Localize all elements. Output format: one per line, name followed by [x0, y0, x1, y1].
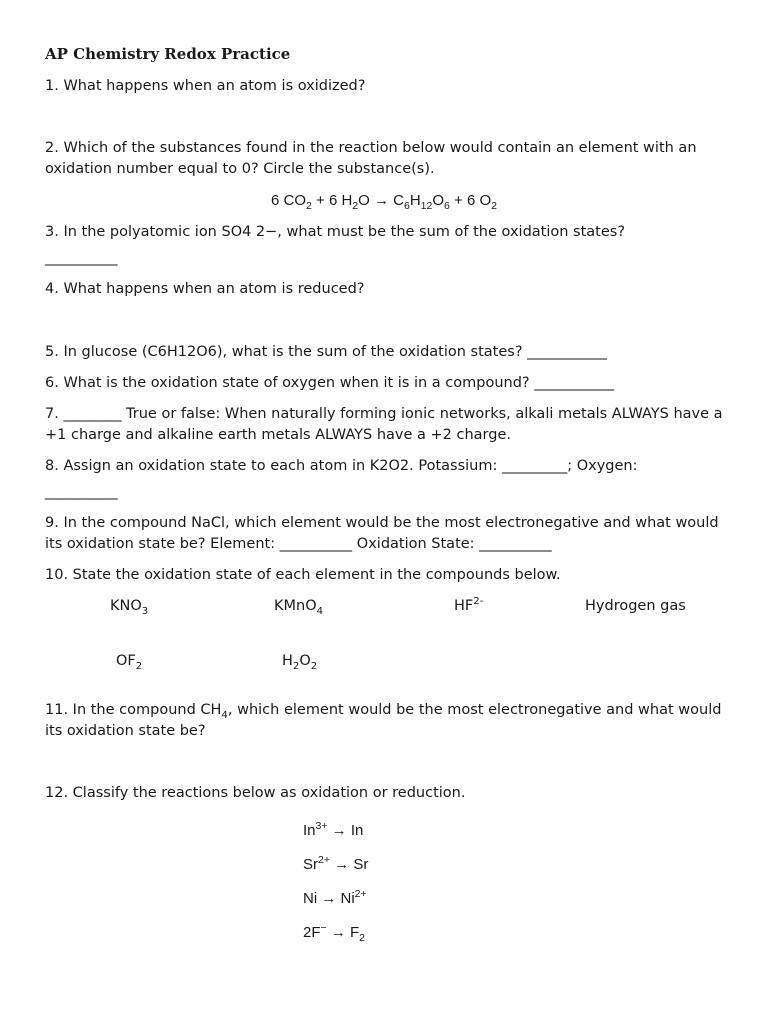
h2o2-o-sub: 2 [310, 660, 318, 672]
compounds-row-1 [45, 596, 735, 617]
question-11-post: , which element would be the most electronegative and what would its oxidation state be? [45, 702, 722, 739]
h2o2-o: O [299, 653, 311, 669]
question-11-sub: 4 [221, 709, 228, 721]
compounds-row-2 [45, 651, 735, 672]
r3-a: Ni → Ni [303, 890, 355, 907]
photosynthesis-equation [45, 190, 723, 211]
r1-b: → In [327, 822, 364, 839]
page-title: AP Chemistry Redox Practice [45, 45, 291, 63]
r3-sup: 2+ [354, 888, 367, 900]
question-8-answer-blank: __________ [45, 484, 118, 500]
question-2: 2. Which of the substances found in the reaction below would contain an element with an oxidation number equal to 0? Circle the substance(s). [45, 140, 697, 177]
kno3-sub: 3 [141, 605, 149, 617]
compound-hf [454, 596, 483, 617]
eq-co2-sub: 2 [306, 200, 312, 212]
eq-o2: + 6 O [449, 192, 492, 209]
r4-sub: 2 [359, 932, 365, 944]
question-6: 6. What is the oxidation state of oxygen when it is in a compound? ___________ [45, 375, 614, 391]
eq-glc-c-sub: 6 [403, 200, 410, 212]
eq-h2o: + 6 H [311, 192, 353, 209]
question-11-pre: 11. In the compound CH [45, 702, 222, 718]
r2-b: → Sr [329, 856, 369, 873]
of2-sub: 2 [135, 660, 143, 672]
eq-o2-sub: 2 [491, 200, 497, 212]
question-10: 10. State the oxidation state of each element in the compounds below. [45, 567, 561, 583]
r4-sup: − [320, 922, 327, 934]
question-7: 7. ________ True or false: When naturally forming ionic networks, alkali metals ALWAYS have a +1 charge and alkaline earth metals ALWAYS have a +2 charge. [45, 406, 723, 443]
h2o2-h-sub: 2 [292, 660, 300, 672]
question-3: 3. In the polyatomic ion SO4 2−, what must be the sum of the oxidation states? [45, 224, 626, 240]
question-5: 5. In glucose (C6H12O6), what is the sum of the oxidation states? ___________ [45, 344, 607, 360]
hf-base: HF [454, 598, 474, 614]
kmno4-base: KMnO [274, 598, 317, 614]
eq-co2: 6 CO [271, 192, 307, 209]
question-8: 8. Assign an oxidation state to each atom in K2O2. Potassium: _________; Oxygen: [45, 458, 638, 474]
hf-sup: 2- [473, 596, 484, 608]
compound-of2 [116, 651, 142, 672]
eq-glc-o: O [432, 192, 445, 209]
worksheet [45, 44, 735, 804]
eq-h2o-sub: 2 [352, 200, 359, 212]
reaction-1 [303, 821, 368, 855]
reaction-list [303, 821, 368, 957]
eq-glc-h-sub: 12 [420, 200, 433, 212]
r1-a: In [303, 822, 316, 839]
reaction-4 [303, 923, 368, 957]
compound-h2o2 [282, 651, 317, 672]
r4-b: → F [326, 924, 360, 941]
reaction-3 [303, 889, 368, 923]
compound-kmno4 [274, 596, 323, 617]
compound-kno3 [110, 596, 148, 617]
question-12: 12. Classify the reactions below as oxidation or reduction. [45, 785, 466, 801]
question-1: 1. What happens when an atom is oxidized? [45, 78, 366, 94]
r2-a: Sr [303, 856, 318, 873]
eq-arrow-glucose: O → C [358, 192, 404, 209]
question-4: 4. What happens when an atom is reduced? [45, 281, 365, 297]
r4-a: 2F [303, 924, 321, 941]
eq-glc-h: H [409, 192, 421, 209]
r2-sup: 2+ [318, 854, 330, 866]
kmno4-sub: 4 [316, 605, 324, 617]
eq-glc-o-sub: 6 [444, 200, 450, 212]
h2o2-h: H [282, 653, 293, 669]
compound-hydrogen-gas: Hydrogen gas [585, 598, 686, 614]
question-11 [45, 700, 735, 742]
reaction-2 [303, 855, 368, 889]
question-9: 9. In the compound NaCl, which element would be the most electronegative and what would its oxidation state be? Element: __________ Oxidation State: __________ [45, 515, 719, 552]
of2-base: OF [116, 653, 136, 669]
question-3-answer-blank: __________ [45, 250, 118, 266]
r1-sup: 3+ [315, 820, 328, 832]
kno3-base: KNO [110, 598, 142, 614]
